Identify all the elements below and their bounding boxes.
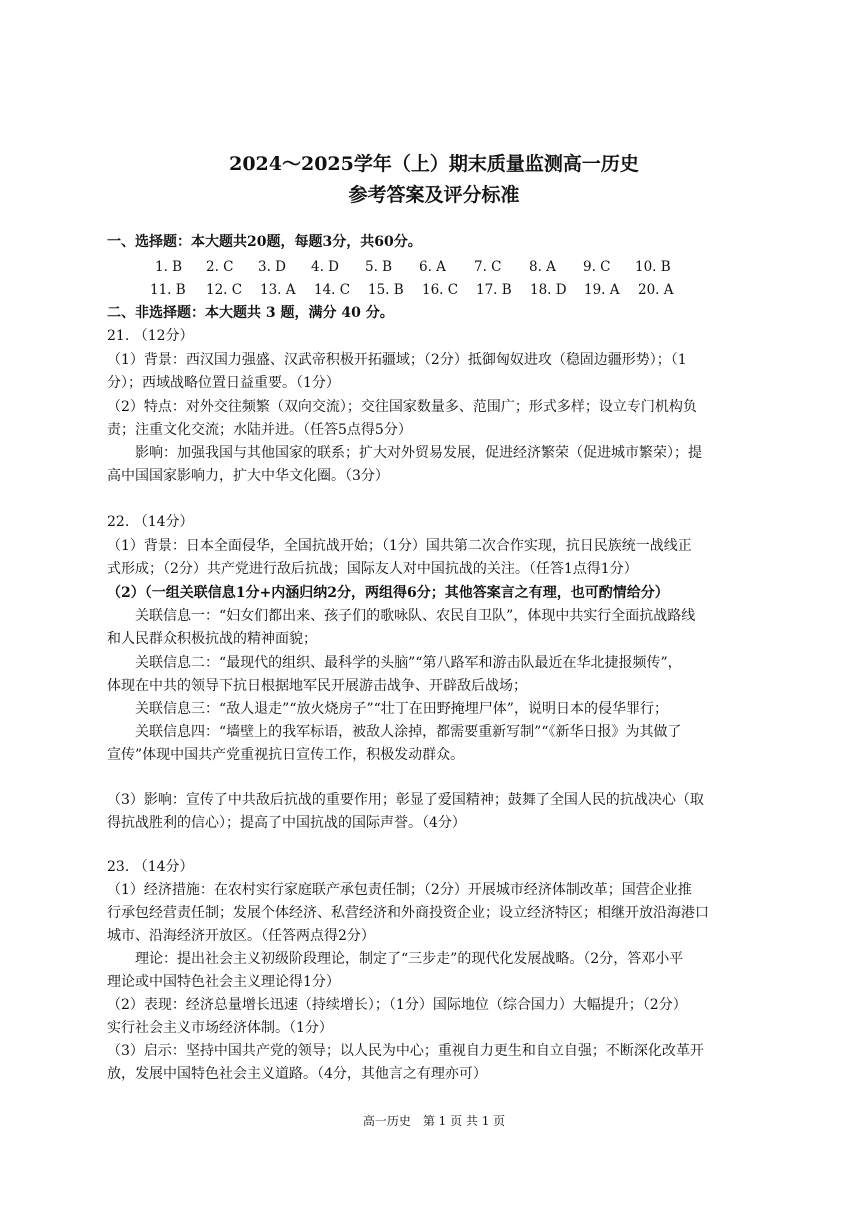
answer-item: 18. D (530, 282, 567, 298)
q23-line: 理论或中国特色社会主义理论得1分） (107, 974, 340, 990)
q22-line: （1）背景：日本全面侵华，全国抗战开始；（1分）国共第二次合作实现，抗日民族统一战线正 (107, 538, 692, 554)
q23-line: 行承包经营责任制；发展个体经济、私营经济和外商投资企业；设立经济特区；相继开放沿海港口 (107, 905, 709, 921)
answer-item: 11. B (150, 282, 186, 298)
q22-line: 关联信息三：“敌人退走”“放火烧房子”“壮丁在田野掩埋尸体”，说明日本的侵华罪行； (107, 701, 668, 717)
q23-line: （1）经济措施：在农村实行家庭联产承包责任制；（2分）开展城市经济体制改革；国营企业推 (107, 882, 692, 898)
answer-item: 10. B (635, 259, 671, 275)
q22-line: 式形成；（2分）共产党进行敌后抗战；国际友人对中国抗战的关注。（任答1点得1分） (107, 561, 638, 577)
q23-line: 城市、沿海经济开放区。（任答两点得2分） (107, 928, 375, 944)
q22-line: 得抗战胜利的信心）；提高了中国抗战的国际声誉。（4分） (107, 815, 466, 831)
answer-item: 1. B (155, 259, 183, 275)
answer-item: 17. B (476, 282, 512, 298)
document-title: 2024～2025学年（上）期末质量监测高一历史 (229, 153, 639, 175)
q21-line: 影响：加强我国与其他国家的联系；扩大对外贸易发展，促进经济繁荣（促进城市繁荣）；提 (107, 445, 702, 461)
section-nonchoice-heading: 二、非选择题：本大题共 3 题，满分 40 分。 (107, 305, 394, 321)
q22-line: 关联信息一：“妇女们都出来、孩子们的歌咏队、农民自卫队”，体现中共实行全面抗战路线 (107, 608, 696, 624)
answer-item: 12. C (206, 282, 243, 298)
answer-item: 6. A (419, 259, 446, 275)
answer-item: 8. A (529, 259, 556, 275)
answer-item: 2. C (206, 259, 234, 275)
answer-item: 3. D (258, 259, 286, 275)
answer-item: 14. C (314, 282, 351, 298)
q21-line: 分）；西域战略位置日益重要。（1分） (107, 375, 340, 391)
q23-line: （2）表现：经济总量增长迅速（持续增长）；（1分）国际地位（综合国力）大幅提升；（2分） (107, 997, 687, 1013)
section-choice-heading: 一、选择题：本大题共20题，每题3分，共60分。 (107, 234, 422, 250)
q22-line: 体现在中共的领导下抗日根据地军民开展游击战争、开辟敌后战场； (107, 678, 527, 694)
q23-line: 23. （14分） (107, 859, 194, 875)
q22-line: 宣传”体现中国共产党重视抗日宣传工作，积极发动群众。 (107, 747, 465, 763)
answer-item: 16. C (422, 282, 459, 298)
q22-line: （2）（一组关联信息1分+内涵归纳2分，两组得6分；其他答案言之有理，也可酌情给分） (107, 585, 669, 601)
q23-line: 实行社会主义市场经济体制。（1分） (107, 1020, 333, 1036)
document-subtitle: 参考答案及评分标准 (348, 184, 520, 206)
q23-line: 放，发展中国特色社会主义道路。（4分，其他言之有理亦可） (107, 1066, 487, 1082)
q23-line: （3）启示：坚持中国共产党的领导；以人民为中心；重视自力更生和自立自强；不断深化改革开 (107, 1043, 704, 1059)
q22-line: 关联信息二：“最现代的组织、最科学的头脑”“第八路军和游击队最近在华北捷报频传”， (107, 655, 682, 671)
answer-item: 13. A (260, 282, 296, 298)
q21-line: （2）特点：对外交往频繁（双向交流）；交往国家数量多、范围广；形式多样；设立专门机构负 (107, 399, 697, 415)
q22-line: 22. （14分） (107, 514, 194, 530)
page-footer: 高一历史 第 1 页 共 1 页 (362, 1114, 506, 1128)
q21-line: 21. （12分） (107, 328, 194, 344)
answer-item: 7. C (474, 259, 502, 275)
q23-line: 理论：提出社会主义初级阶段理论，制定了“三步走”的现代化发展战略。（2分，答邓小平 (107, 951, 684, 967)
answer-item: 4. D (311, 259, 339, 275)
q21-line: 责；注重文化交流；水陆并进。（任答5点得5分） (107, 422, 412, 438)
q22-line: （3）影响：宣传了中共敌后抗战的重要作用；彰显了爱国精神；鼓舞了全国人民的抗战决心（取 (107, 792, 704, 808)
q21-line: 高中国国家影响力，扩大中华文化圈。（3分） (107, 468, 389, 484)
answer-item: 20. A (638, 282, 674, 298)
q21-line: （1）背景：西汉国力强盛、汉武帝积极开拓疆域；（2分）抵御匈奴进攻（稳固边疆形势）；（1 (107, 352, 687, 368)
q22-line: 和人民群众积极抗战的精神面貌； (107, 631, 317, 647)
answer-item: 15. B (368, 282, 404, 298)
q22-line: 关联信息四：“墙壁上的我军标语，被敌人涂掉，都需要重新写制”“《新华日报》为其做了 (107, 724, 682, 740)
answer-item: 9. C (583, 259, 611, 275)
answer-item: 5. B (365, 259, 393, 275)
answer-item: 19. A (584, 282, 620, 298)
